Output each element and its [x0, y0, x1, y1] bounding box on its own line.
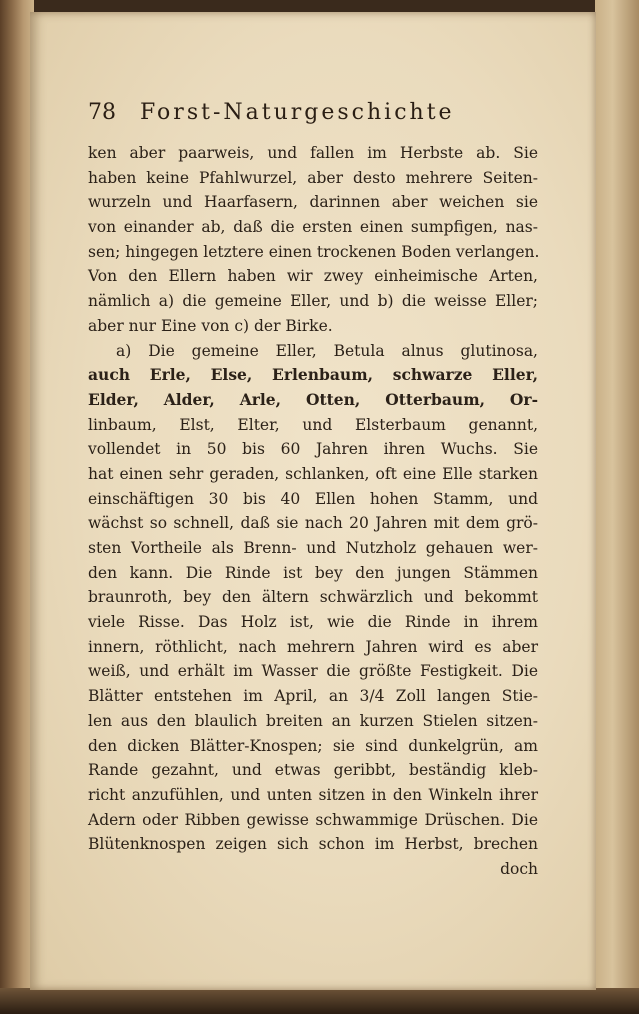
- paragraph-start-line: a) Die gemeine Eller, Betula alnus glutinosa,: [116, 341, 538, 360]
- text-line: nämlich a) die gemeine Eller, und b) die weisse Eller;: [88, 292, 538, 311]
- text-line: Blütenknospen zeigen sich schon im Herbst, brechen: [88, 835, 538, 854]
- page-number: 78: [88, 100, 116, 125]
- running-title: Forst-Naturgeschichte: [140, 100, 455, 125]
- text-line: weiß, und erhält im Wasser die größte Festigkeit. Die: [88, 662, 538, 681]
- text-line: auch Erle, Else, Erlenbaum, schwarze Eller,: [88, 365, 538, 385]
- catchword: doch: [500, 859, 538, 878]
- text-line: den kann. Die Rinde ist bey den jungen Stämmen: [88, 563, 538, 582]
- book-edge-left: [0, 0, 34, 1014]
- text-line: hat einen sehr geraden, schlanken, oft eine Elle starken: [88, 464, 538, 483]
- book-edge-right: [595, 0, 639, 1014]
- text-line: den dicken Blätter-Knospen; sie sind dunkelgrün, am: [88, 736, 538, 755]
- text-line: len aus den blaulich breiten an kurzen Stielen sitzen-: [88, 711, 538, 730]
- text-line: Blätter entstehen im April, an 3/4 Zoll langen Stie-: [88, 687, 538, 706]
- body-text: [88, 141, 538, 882]
- text-line: Von den Ellern haben wir zwey einheimische Arten,: [88, 267, 538, 286]
- text-line: richt anzufühlen, und unten sitzen in den Winkeln ihrer: [88, 785, 538, 804]
- text-line: viele Risse. Das Holz ist, wie die Rinde in ihrem: [88, 613, 538, 632]
- text-line: wächst so schnell, daß sie nach 20 Jahren mit dem grö-: [88, 514, 538, 533]
- text-line: linbaum, Elst, Elter, und Elsterbaum genannt,: [88, 415, 538, 434]
- text-line: Elder, Alder, Arle, Otten, Otterbaum, Or-: [88, 389, 538, 409]
- text-line: einschäftigen 30 bis 40 Ellen hohen Stamm, und: [88, 489, 538, 508]
- text-line: ken aber paarweis, und fallen im Herbste ab. Sie: [88, 144, 538, 162]
- text-line: wurzeln und Haarfasern, darinnen aber weichen sie: [88, 193, 538, 212]
- text-line: sten Vortheile als Brenn- und Nutzholz gehauen wer-: [88, 539, 538, 557]
- text-line: von einander ab, daß die ersten einen sumpfigen, nas-: [88, 218, 538, 237]
- text-line: innern, röthlicht, nach mehrern Jahren wird es aber: [88, 637, 538, 656]
- book-edge-bottom: [0, 988, 639, 1014]
- text-line: haben keine Pfahlwurzel, aber desto mehrere Seiten-: [88, 168, 538, 187]
- text-line: vollendet in 50 bis 60 Jahren ihren Wuchs. Sie: [88, 440, 538, 459]
- text-line: aber nur Eine von c) der Birke.: [88, 316, 333, 335]
- text-line: braunroth, bey den ältern schwärzlich und bekommt: [88, 588, 538, 607]
- running-head: [88, 100, 528, 136]
- text-line: Rande gezahnt, und etwas geribbt, beständig kleb-: [88, 761, 538, 780]
- text-line: sen; hingegen letztere einen trockenen Boden verlangen.: [88, 242, 540, 261]
- text-line: Adern oder Ribben gewisse schwammige Drüschen. Die: [88, 810, 538, 829]
